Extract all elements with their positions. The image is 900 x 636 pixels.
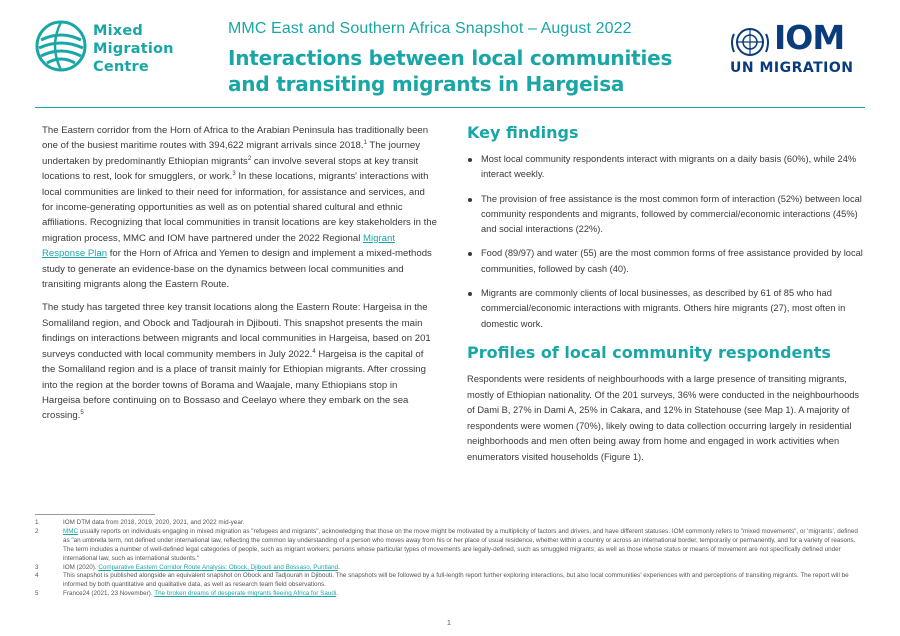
key-finding-item: Migrants are commonly clients of local businesses, as described by 61 of 85 who had commercial/economic interactions with migrants. Others hire migrants (27), most often in domestic work. (467, 286, 865, 332)
mmc-link[interactable]: MMC (63, 527, 79, 535)
footnote (35, 519, 865, 528)
page-header (0, 0, 900, 110)
profiles-paragraph: Respondents were residents of neighbourhoods with a large presence of transiting migrants, mostly of Ethiopian nationality. Of the 201 surveys, 36% were conducted in the neighbourhoods of Dami B, 27% in Dami A, 25% in Cakara, and 12% in Statehouse (see Map 1). A majority of respondents were women (70%), likely owing to data collection occurring largely in residential neighborhoods and men often being away from home and engaged in work activities when enumerators visited households (Figure 1). (467, 373, 860, 462)
header-divider (35, 107, 865, 108)
footnote-text-end: . (336, 590, 339, 598)
key-finding-item: Food (89/97) and water (55) are the most common forms of free assistance provided by local communities, followed by cash (40). (467, 246, 865, 277)
footnote-ref-2: 2 (247, 155, 252, 162)
iom-emblem-icon (730, 24, 770, 60)
migrant-response-plan-link[interactable]: Migrant Response Plan (42, 232, 396, 260)
key-finding-item: Most local community respondents interact with migrants on a daily basis (60%), while 24% interact weekly. (467, 152, 865, 183)
page-number: 1 (447, 620, 451, 627)
intro-p2-text-b: Hargeisa is the capital of the Somaliland region and is a place of transit mainly for Ethiopian migrants. After crossing into the region at the border towns of Borama and Waajale, many Ethiopians stop in Hargeisa before continuing on to Bossaso and Ceelayo where they embark on the sea crossing. (42, 348, 426, 422)
intro-paragraph-1 (42, 123, 437, 292)
footnote (35, 564, 865, 573)
mmc-logo-line1: Mixed (93, 23, 143, 39)
footnote-text-end: . (338, 563, 340, 571)
footnote-text: usually reports on individuals engaging in mixed migration as "refugees and migrants", acknowledging that those on the move might be motivated by a multiplicity of factors and drivers, and have different statuses. IOM commonly refers to "mixed movements", or 'migrants', defined as "an umbrella term, not defined under international law, reflecting the common lay understanding of a person who moves away from his or her place of usual residence, whether within a country or across an international border, temporarily or permanently, and for a variety of reasons. The term includes a number of well-defined legal categories of people, such as migrant workers; persons whose particular types of movements are legally-defined, such as smuggled migrants; as well as those whose status or means of movement are not specifically defined under international law, such as international students." (63, 527, 858, 562)
france24-article-link[interactable]: The broken dreams of desperate migrants fleeing Africa for Saudi (154, 590, 337, 598)
key-finding-item: The provision of free assistance is the most common form of interaction (52%) between local community respondents and migrants, followed by commercial/economic interactions (45%) and social interactions (22%). (467, 192, 865, 238)
profiles-heading: Profiles of local community respondents (467, 342, 831, 362)
mmc-logo-text (93, 22, 174, 76)
iom-subtitle: UN MIGRATION (730, 60, 854, 76)
footnotes (35, 519, 865, 599)
footnote-text: This snapshot is published alongside an equivalent snapshot on Obock and Tadjourah in Djibouti. The snapshots will be followed by a full-length report further exploring interactions, but also local communities' experiences with and perceptions of transiting migrants. The report will be informed by both quantitative and qualitative data, as well as research team field observations. (63, 572, 849, 589)
iom-logo (730, 20, 870, 80)
mmc-globe-icon (35, 20, 87, 72)
corridor-analysis-link[interactable]: Comparative Eastern Corridor Route Analysis: Obock, Djibouti and Bossaso, Puntland (98, 563, 339, 571)
footnote (35, 590, 865, 599)
intro-paragraph-2 (42, 300, 437, 423)
findings-column (467, 122, 865, 466)
footnote-text: IOM DTM data from 2018, 2019, 2020, 2021, and 2022 mid-year. (63, 519, 245, 526)
document-title: Interactions between local communities and transiting migrants in Hargeisa (228, 46, 673, 96)
footnote-ref-5: 5 (80, 410, 84, 417)
intro-column (42, 123, 437, 432)
footnote-number: 2 (35, 527, 39, 535)
footnote-divider (35, 514, 155, 515)
mmc-logo-line2: Migration (93, 41, 174, 57)
footnote-text: IOM (2020). (63, 563, 99, 571)
footnote-number: 1 (35, 519, 39, 526)
footnote-number: 4 (35, 572, 39, 580)
key-findings-heading: Key findings (467, 123, 579, 142)
iom-name: IOM (774, 18, 845, 57)
key-findings-list (467, 152, 865, 332)
mmc-logo (35, 20, 185, 82)
footnote-ref-1: 1 (363, 140, 367, 147)
footnote-ref-4: 4 (312, 348, 316, 355)
footnote (35, 572, 865, 590)
footnote-ref-3: 3 (232, 171, 236, 178)
intro-p1-text-a: The Eastern corridor from the Horn of Africa to the Arabian Peninsula has traditionally been one of the busiest maritime routes with 394,622 migrant arrivals since 2018. (42, 125, 429, 152)
snapshot-label: MMC East and Southern Africa Snapshot – August 2022 (228, 20, 632, 37)
intro-p1-text-b: The journey undertaken by predominantly Ethiopian migrants (42, 140, 421, 167)
footnote-text: France24 (2021, 23 November). (63, 590, 155, 598)
mmc-logo-line3: Centre (93, 59, 149, 75)
footnote-number: 5 (35, 590, 39, 598)
footnote (35, 528, 865, 564)
intro-p2-text-a: The study has targeted three key transit locations along the Eastern Route: Hargeisa in the Somaliland region, and Obock and Tadjourah in Djibouti. This snapshot presents the main findings on interactions between migrants and local communities in Hargeisa, based on 201 surveys conducted with local community members in July 2022. (42, 302, 431, 360)
footnote-number: 3 (35, 563, 39, 571)
intro-p1-text-e: for the Horn of Africa and Yemen to design and implement a mixed-methods study to generate an evidence-base on the dynamics between local communities and transiting migrants along the Eastern Route. (42, 248, 432, 291)
intro-p1-text-d: In these locations, migrants' interactions with local communities are linked to their need for information, for assistance and services, and for income-generating opportunities as well as on potential shared cultural and ethnic affiliations. Recognizing that local communities in transit locations are key stakeholders in the migration process, MMC and IOM have partnered under the 2022 Regional (42, 171, 437, 244)
intro-p1-text-c: can involve several stops at key transit locations to rest, look for smugglers, or work. (42, 155, 419, 183)
